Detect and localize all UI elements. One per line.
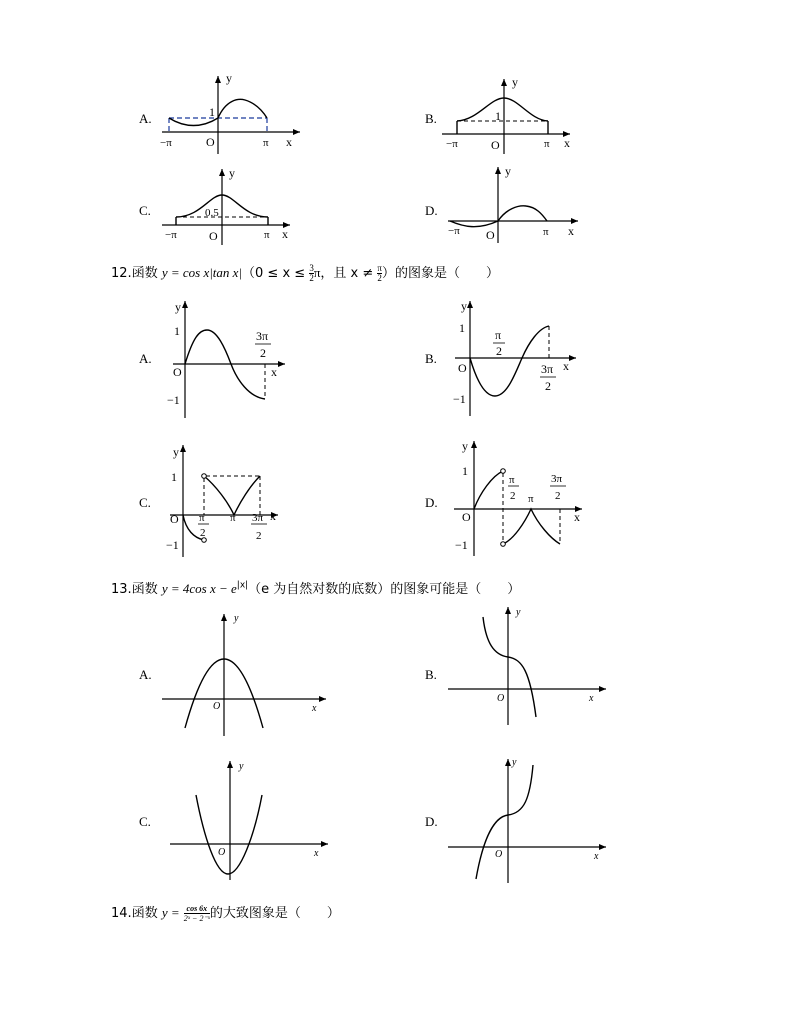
x-axis-label: x — [270, 509, 276, 523]
q13-graph-d — [446, 755, 611, 885]
x-axis-label: x — [312, 703, 317, 714]
origin-label: O — [206, 135, 215, 149]
q13-graph-c — [168, 757, 333, 882]
origin-label: O — [458, 361, 467, 375]
tick-label-neg-one: −1 — [166, 538, 179, 552]
origin-label: O — [170, 512, 179, 526]
tick-label-neg-pi: −π — [446, 138, 458, 150]
q11-graph-a — [160, 72, 305, 157]
tick-label-two: 2 — [496, 344, 502, 358]
y-axis-label: y — [512, 75, 518, 89]
q13-graph-a — [160, 610, 330, 740]
question-number: 12. — [111, 266, 132, 281]
tick-label-half: 0.5 — [205, 207, 219, 219]
tick-label-pi: π — [264, 229, 270, 241]
x-axis-label: x — [563, 359, 569, 373]
tick-label-three-pi: 3π — [252, 512, 264, 524]
q11-graph-d — [446, 163, 586, 245]
tick-label-neg-pi: −π — [448, 225, 460, 237]
y-axis-label: y — [461, 299, 467, 313]
origin-label: O — [209, 229, 218, 243]
tick-label-two: 2 — [260, 346, 266, 360]
tick-label-two: 2 — [510, 490, 516, 502]
y-axis-label: y — [173, 445, 179, 459]
y-axis-label: y — [462, 439, 468, 453]
tick-label-neg-pi: −π — [160, 137, 172, 149]
q12-option-d-label: D. — [425, 495, 438, 510]
x-axis-label: x — [271, 365, 277, 379]
formula: y = cos x|tan x| — [161, 265, 243, 280]
x-axis-label: x — [568, 224, 574, 238]
tick-label-pi-mid: π — [528, 493, 534, 505]
q11-graph-c — [160, 165, 295, 245]
x-axis-label: x — [282, 227, 288, 241]
tick-label-neg-one: −1 — [455, 538, 468, 552]
question-number: 14. — [111, 906, 132, 921]
fraction-three-halves: $\frac{3}{2}$ — [309, 263, 314, 283]
tick-label-neg-one: −1 — [167, 393, 180, 407]
origin-label: O — [497, 693, 505, 704]
tick-label-one: 1 — [209, 105, 215, 119]
y-axis-label: y — [226, 71, 232, 85]
origin-label: O — [462, 510, 471, 524]
tick-label-pi: π — [263, 137, 269, 149]
x-axis-label: x — [286, 135, 292, 149]
x-axis-label: x — [564, 136, 570, 150]
tick-label-one: 1 — [171, 470, 177, 484]
fraction-cos6x-over-2x: $\frac{\cos 6x}{\text{2ˣ − 2⁻ˣ}}$ — [183, 904, 210, 923]
origin-label: O — [495, 849, 503, 860]
y-axis-label: y — [512, 757, 517, 768]
q11-graph-b — [440, 76, 575, 156]
question-13-stem: 13.函数 y = 4cos $x - e^{|x|}(e$ 为自然对数的底数）的图象可能是（ ） — [111, 580, 521, 597]
origin-label: O — [213, 701, 221, 712]
origin-label: O — [218, 847, 226, 858]
tick-label-three-pi: 3π — [256, 329, 269, 343]
tick-label-three-pi: 3π — [541, 362, 554, 376]
origin-label: O — [486, 228, 495, 242]
origin-label: O — [491, 138, 500, 152]
x-axis-label: x — [589, 693, 594, 704]
y-axis-label: y — [229, 166, 235, 180]
tick-label-one: 1 — [462, 464, 468, 478]
origin-label: O — [173, 365, 182, 379]
tick-label-two: 2 — [256, 530, 262, 542]
fraction-pi-over-two: $\frac{\pi}{2}$ — [377, 263, 382, 283]
tick-label-pi: π — [509, 474, 515, 486]
formula: y = 4cos x − e — [161, 581, 237, 596]
tick-label-one: 1 — [495, 109, 501, 123]
question-number: 13. — [111, 582, 132, 597]
tick-label-pi: π — [495, 328, 502, 342]
y-axis-label: y — [175, 300, 181, 314]
x-axis-label: x — [314, 848, 319, 859]
tick-label-two: 2 — [200, 527, 206, 539]
tick-label-three-pi: 3π — [551, 473, 563, 485]
q11-option-a-label: A. — [139, 111, 152, 126]
q13-option-c-label: C. — [139, 814, 151, 829]
q13-graph-b — [446, 603, 611, 728]
tick-label-two: 2 — [545, 379, 551, 393]
question-12-stem: 12.函数 y = cos x|tan x|（0 ≤ x ≤ $\frac{3}{2}$ π，且 x ≠ $\frac{\pi}{2}$ ）的图象是（ ） — [111, 263, 499, 283]
formula: y = — [161, 905, 180, 920]
q12-option-c-label: C. — [139, 495, 151, 510]
q12-graph-b — [453, 298, 583, 418]
y-axis-label: y — [505, 164, 511, 178]
tick-label-two: 2 — [555, 490, 561, 502]
q12-graph-d — [452, 438, 587, 558]
q13-option-b-label: B. — [425, 667, 437, 682]
tick-label-pi: π — [199, 512, 205, 524]
tick-label-pi: π — [544, 138, 550, 150]
q12-option-a-label: A. — [139, 351, 152, 366]
y-axis-label: y — [234, 613, 239, 624]
tick-label-one: 1 — [459, 321, 465, 335]
q11-option-d-label: D. — [425, 203, 438, 218]
y-axis-label: y — [516, 607, 521, 618]
tick-label-one: 1 — [174, 324, 180, 338]
q11-option-c-label: C. — [139, 203, 151, 218]
tick-label-pi-mid: π — [230, 512, 236, 524]
y-axis-label: y — [239, 761, 244, 772]
q12-graph-a — [165, 298, 290, 423]
q13-option-d-label: D. — [425, 814, 438, 829]
q12-graph-c — [166, 442, 286, 560]
tick-label-neg-pi: −π — [165, 229, 177, 241]
tick-label-neg-one: −1 — [453, 392, 466, 406]
q11-option-b-label: B. — [425, 111, 437, 126]
question-14-stem: 14.函数 y = $\frac{\cos 6x}{\text{2ˣ − 2⁻ˣ}}$ 的大致图象是（ ） — [111, 904, 340, 923]
q13-option-a-label: A. — [139, 667, 152, 682]
x-axis-label: x — [594, 851, 599, 862]
tick-label-pi: π — [543, 226, 549, 238]
q12-option-b-label: B. — [425, 351, 437, 366]
x-axis-label: x — [574, 510, 580, 524]
